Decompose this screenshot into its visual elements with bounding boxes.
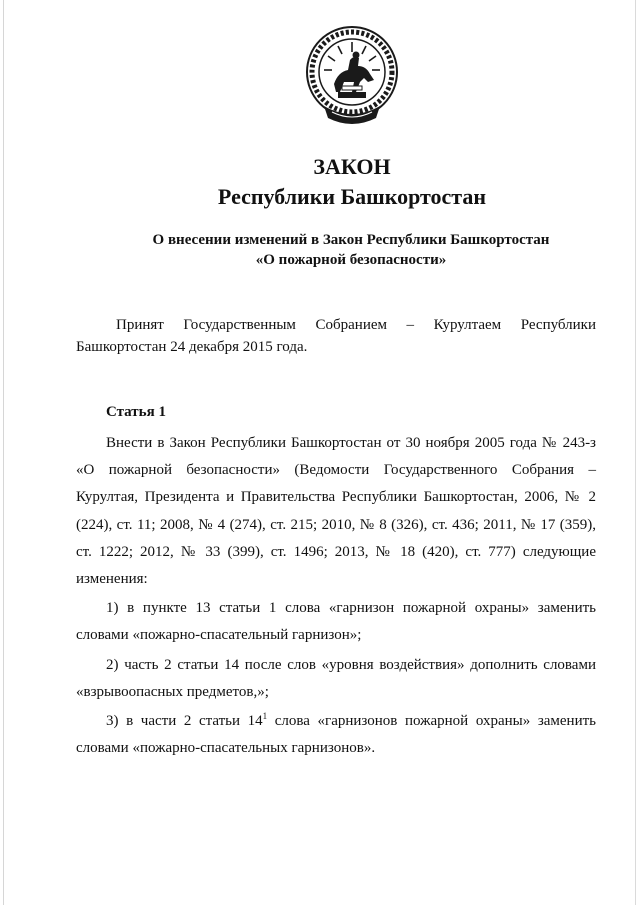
- amendment-item-2: 2) часть 2 статьи 14 после слов «уровня воздействия» дополнить словами «взрывоопасных предметов,»;: [76, 656, 596, 700]
- scan-edge-right: [635, 0, 636, 905]
- article-intro: Внести в Закон Республики Башкортостан от 30 ноября 2005 года № 243-з «О пожарной безопасности» (Ведомости Государственного Собрания – Курултая, Президента и Правительства Республики Башкортостан, 2006, № 2 (224), ст. 11; 2008, № 4 (274), ст. 215; 2010, № 8 (326), ст. 436; 2011, № 17 (359), ст. 1222; 2012, № 33 (399), ст. 1496; 2013, № 18 (420), ст. 777) следующие изменения:: [76, 435, 596, 588]
- article-superscript: 1: [262, 711, 268, 722]
- law-heading-line-2: «О пожарной безопасности»: [255, 252, 447, 268]
- scan-edge-left: [3, 0, 4, 905]
- amendment-item-3: [76, 708, 596, 762]
- article-body: [76, 430, 596, 762]
- amendment-item-3-end: слова «гарнизонов пожарной охраны» заменить словами «пожарно-спасательных гарнизонов».: [76, 713, 596, 757]
- law-heading-line-1: О внесении изменений в Закон Республики Башкортостан: [152, 232, 550, 248]
- coat-of-arms-icon: [304, 22, 400, 126]
- document-title: ЗАКОН: [313, 154, 391, 179]
- article-title: Статья 1: [106, 404, 166, 420]
- amendment-item-3-start: 3) в части 2 статьи 14: [106, 713, 263, 730]
- adoption-statement: Принят Государственным Собранием – Курултаем Республики Башкортостан 24 декабря 2015 года.: [76, 317, 596, 355]
- document-subtitle: Республики Башкортостан: [217, 184, 487, 209]
- amendment-item-1: 1) в пункте 13 статьи 1 слова «гарнизон пожарной охраны» заменить словами «пожарно-спасательный гарнизон»;: [76, 600, 596, 644]
